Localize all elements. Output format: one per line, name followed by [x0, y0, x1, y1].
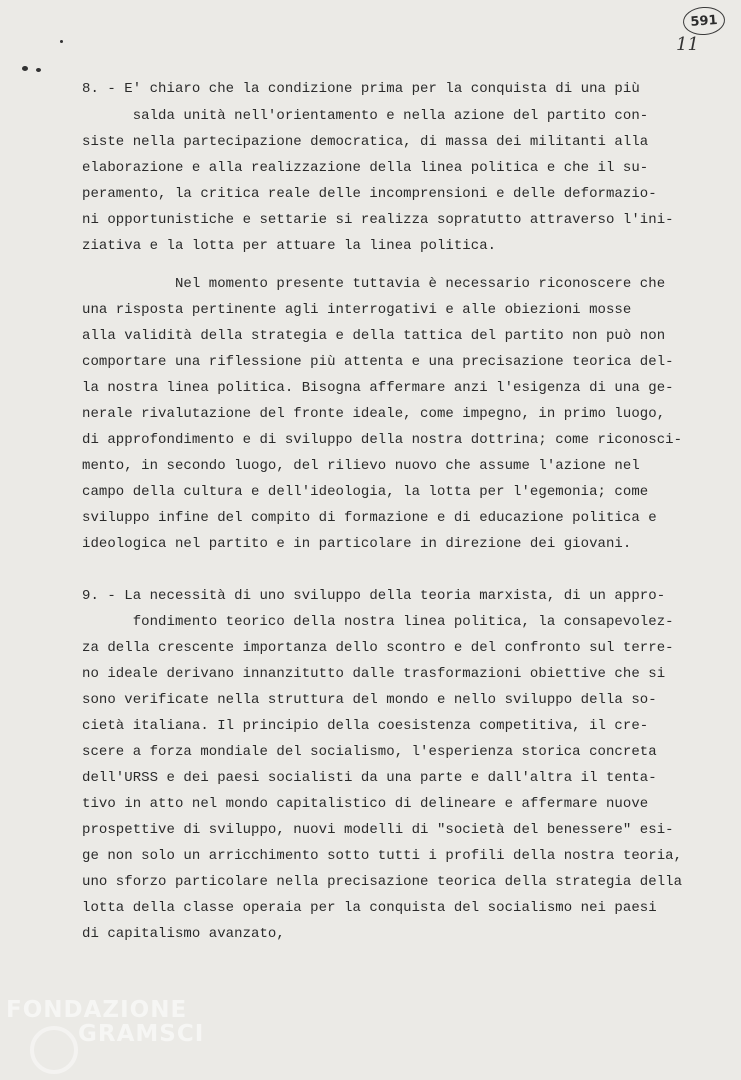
text-line: 9. - La necessità di uno sviluppo della teoria marxista, di un appro- — [82, 588, 666, 604]
ink-speck — [22, 66, 28, 71]
text-line: fondimento teorico della nostra linea politica, la consapevolez- — [82, 614, 674, 630]
page-number: 11 — [676, 34, 699, 55]
text-line: siste nella partecipazione democratica, di massa dei militanti alla — [82, 134, 649, 150]
text-line: scere a forza mondiale del socialismo, l'esperienza storica concreta — [82, 744, 657, 760]
text-line: peramento, la critica reale delle incomprensioni e delle deformazio- — [82, 186, 657, 202]
text-line: sviluppo infine del compito di formazione e di educazione politica e — [82, 510, 657, 526]
text-line: lotta della classe operaia per la conquista del socialismo nei paesi — [82, 900, 657, 916]
text-line: sono verificate nella struttura del mondo e nello sviluppo della so- — [82, 692, 657, 708]
ink-speck — [60, 40, 63, 43]
watermark-line-1: FONDAZIONE — [6, 997, 188, 1023]
text-line: uno sforzo particolare nella precisazione teorica della strategia della — [82, 874, 683, 890]
text-line: ziativa e la lotta per attuare la linea politica. — [82, 238, 497, 254]
text-line: Nel momento presente tuttavia è necessario riconoscere che — [82, 276, 666, 292]
text-line: campo della cultura e dell'ideologia, la lotta per l'egemonia; come — [82, 484, 649, 500]
text-line: alla validità della strategia e della tattica del partito non può non — [82, 328, 666, 344]
text-line: dell'URSS e dei paesi socialisti da una parte e dall'altra il tenta- — [82, 770, 657, 786]
archive-stamp: 591 — [682, 6, 726, 37]
text-line: ni opportunistiche e settarie si realizza sopratutto attraverso l'ini- — [82, 212, 674, 228]
text-line: no ideale derivano innanzitutto dalle trasformazioni obiettive che si — [82, 666, 666, 682]
text-line: una risposta pertinente agli interrogativi e alle obiezioni mosse — [82, 302, 632, 318]
text-line: di approfondimento e di sviluppo della nostra dottrina; come riconosci- — [82, 432, 683, 448]
text-line: tivo in atto nel mondo capitalistico di delineare e affermare nuove — [82, 796, 649, 812]
text-line: la nostra linea politica. Bisogna affermare anzi l'esigenza di una ge- — [82, 380, 674, 396]
text-line: ge non solo un arricchimento sotto tutti i profili della nostra teoria, — [82, 848, 683, 864]
watermark-line-2: GRAMSCI — [78, 1021, 205, 1047]
text-line: elaborazione e alla realizzazione della linea politica e che il su- — [82, 160, 649, 176]
text-line: ideologica nel partito e in particolare in direzione dei giovani. — [82, 536, 632, 552]
text-line: comportare una riflessione più attenta e una precisazione teorica del- — [82, 354, 674, 370]
ink-speck — [36, 68, 41, 72]
text-line: nerale rivalutazione del fronte ideale, come impegno, in primo luogo, — [82, 406, 666, 422]
text-line: 8. - E' chiaro che la condizione prima per la conquista di una più — [82, 81, 640, 97]
text-line: cietà italiana. Il principio della coesistenza competitiva, il cre- — [82, 718, 649, 734]
text-line: prospettive di sviluppo, nuovi modelli di "società del benessere" esi- — [82, 822, 674, 838]
text-line: mento, in secondo luogo, del rilievo nuovo che assume l'azione nel — [82, 458, 640, 474]
text-line: salda unità nell'orientamento e nella azione del partito con- — [82, 108, 649, 124]
text-line: di capitalismo avanzato, — [82, 926, 285, 942]
watermark — [6, 998, 204, 1046]
text-line: za della crescente importanza dello scontro e del confronto sul terre- — [82, 640, 674, 656]
